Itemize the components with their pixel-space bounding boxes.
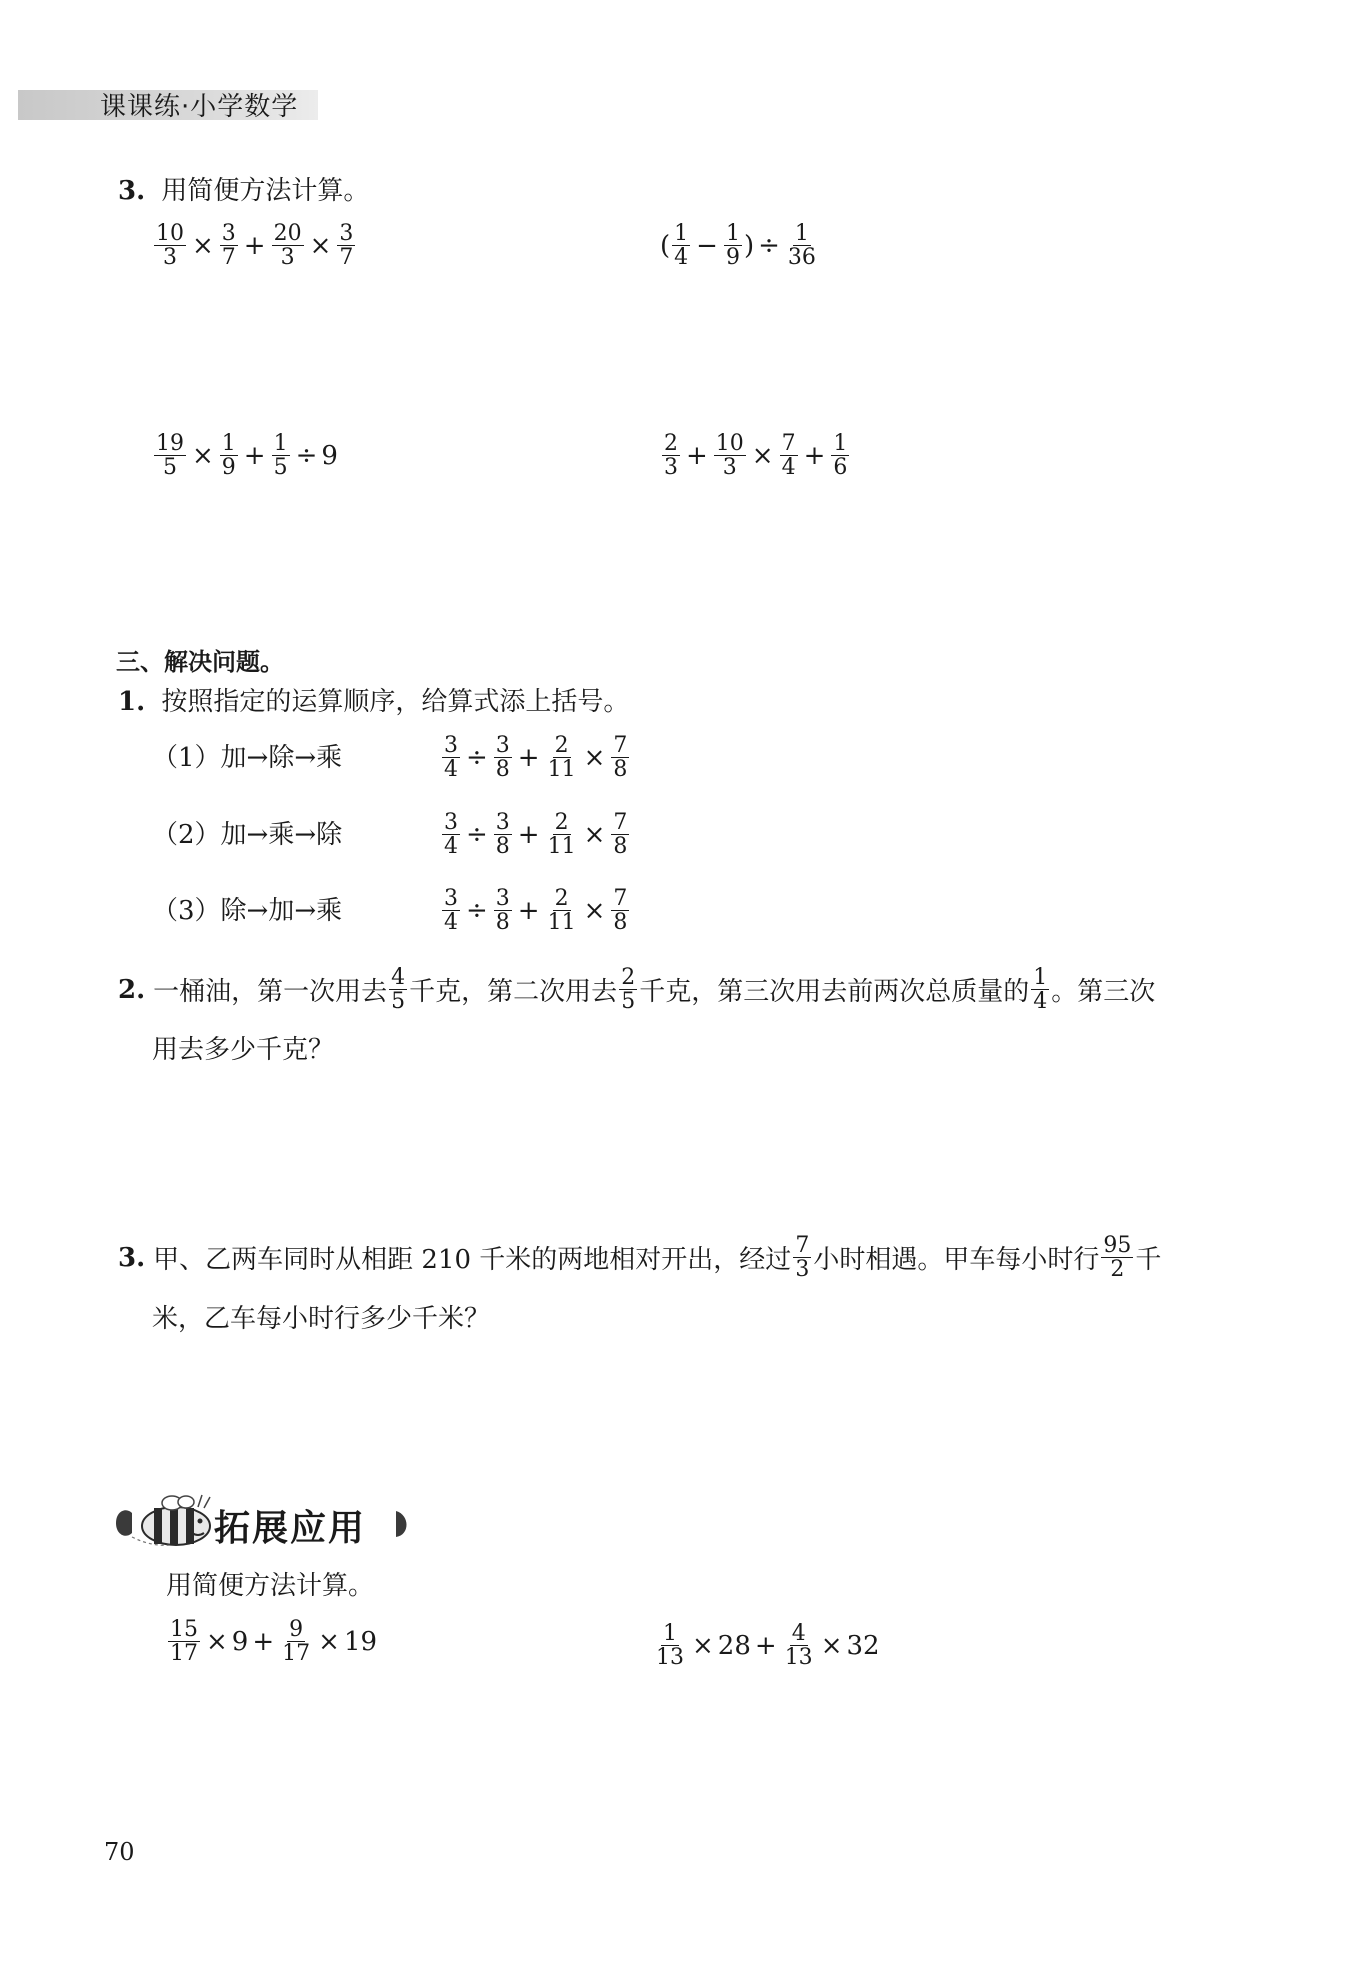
- problem-1-item-1-tag: （1）加→除→乘: [152, 743, 343, 773]
- operator: −: [696, 230, 718, 261]
- number: 32: [846, 1630, 880, 1661]
- fraction: $\frac{10}{3}$: [156, 221, 184, 271]
- fraction: $\frac{3}{4}$: [444, 886, 458, 936]
- header-title: 课课练·小学数学: [100, 92, 299, 122]
- problem-2-line-1: [118, 966, 1155, 1013]
- operator: +: [517, 895, 540, 926]
- fraction: $\frac{3}{7}$: [221, 221, 236, 271]
- problem-3-text: 甲、乙两车同时从相距 210 千米的两地相对开出，经过: [153, 1245, 792, 1276]
- q3-expression-3: [152, 432, 338, 479]
- problem-3-label: 3.: [118, 1242, 146, 1273]
- extension-banner-title: 拓展应用: [214, 1508, 367, 1549]
- operator: ×: [751, 440, 774, 471]
- fraction: $\frac{1}{4}$: [1033, 965, 1048, 1015]
- fraction: $\frac{2}{11}$: [547, 810, 576, 860]
- fraction: $\frac{1}{13}$: [656, 1621, 684, 1671]
- fraction: $\frac{1}{36}$: [787, 221, 816, 271]
- operator: +: [803, 440, 826, 471]
- operator: ×: [583, 895, 606, 926]
- operator: +: [686, 440, 708, 471]
- fraction: $\frac{2}{11}$: [547, 886, 576, 936]
- extension-expression-2: [652, 1622, 880, 1669]
- fraction: $\frac{7}{3}$: [795, 1233, 810, 1283]
- operator: +: [252, 1626, 275, 1657]
- right-paren: ): [743, 230, 755, 261]
- number: 9: [321, 440, 338, 471]
- fraction: $\frac{95}{2}$: [1103, 1233, 1132, 1283]
- q3-label: 3.: [118, 176, 146, 206]
- operator: ×: [692, 1630, 714, 1661]
- q3-title: 用简便方法计算。: [161, 176, 370, 206]
- fraction: $\frac{1}{6}$: [833, 431, 848, 481]
- problem-1-text: 按照指定的运算顺序，给算式添上括号。: [161, 687, 630, 717]
- number: 19: [343, 1626, 378, 1657]
- fraction: $\frac{3}{4}$: [444, 733, 458, 783]
- problem-2-text: 一桶油，第一次用去: [153, 977, 388, 1008]
- problem-2-label: 2.: [118, 974, 146, 1005]
- number: 9: [231, 1626, 249, 1657]
- problem-2-text: 千克，第三次用去前两次总质量的: [639, 977, 1030, 1008]
- operator: +: [517, 742, 540, 773]
- extension-expression-1: [166, 1618, 377, 1665]
- fraction: $\frac{3}{7}$: [339, 221, 354, 271]
- operator: ×: [583, 819, 606, 850]
- operator: ×: [309, 230, 332, 261]
- problem-2-line-2: 用去多少千克？: [152, 1035, 335, 1065]
- fraction: $\frac{2}{5}$: [621, 965, 636, 1015]
- problem-1-heading: [118, 689, 629, 715]
- fraction: $\frac{1}{9}$: [221, 431, 236, 481]
- problem-1-item-1-expression: [440, 734, 631, 781]
- operator: ÷: [466, 895, 488, 926]
- fraction: $\frac{7}{4}$: [781, 431, 796, 481]
- operator: +: [243, 230, 266, 261]
- page-number: 70: [104, 1838, 135, 1866]
- fraction: $\frac{3}{8}$: [495, 810, 510, 860]
- operator: +: [517, 819, 540, 850]
- fraction: $\frac{2}{11}$: [547, 733, 576, 783]
- section-title: 三、解决问题。: [116, 648, 284, 676]
- operator: ×: [192, 440, 214, 471]
- problem-1-item-2-tag: （2）加→乘→除: [152, 820, 343, 850]
- fraction: $\frac{15}{17}$: [170, 1617, 198, 1667]
- fraction: $\frac{1}{9}$: [725, 221, 740, 271]
- q3-expression-4: [660, 432, 851, 479]
- operator: +: [754, 1630, 777, 1661]
- fraction: $\frac{1}{5}$: [273, 431, 288, 481]
- operator: ÷: [295, 440, 318, 471]
- operator: ×: [318, 1626, 340, 1657]
- problem-3-line-2: 米，乙车每小时行多少千米？: [152, 1304, 491, 1334]
- problem-2-text: 。第三次: [1051, 977, 1156, 1008]
- fraction: $\frac{3}{4}$: [444, 810, 458, 860]
- operator: +: [243, 440, 266, 471]
- fraction: $\frac{2}{3}$: [664, 431, 678, 481]
- problem-3-line-1: [118, 1234, 1161, 1281]
- fraction: $\frac{7}{8}$: [613, 810, 628, 860]
- problem-1-item-2-expression: [440, 811, 631, 858]
- problem-1-label: 1.: [118, 687, 146, 717]
- problem-1-item-3-tag: （3）除→加→乘: [152, 896, 343, 926]
- q3-expression-2: [660, 222, 820, 269]
- operator: ×: [820, 1630, 843, 1661]
- problem-1-item-3-expression: [440, 887, 631, 934]
- fraction: $\frac{1}{4}$: [674, 221, 689, 271]
- q3-heading: [118, 178, 369, 204]
- extension-instruction: 用简便方法计算。: [166, 1571, 375, 1601]
- left-paren: (: [660, 230, 671, 261]
- fraction: $\frac{7}{8}$: [613, 733, 628, 783]
- operator: ÷: [466, 819, 488, 850]
- fraction: $\frac{20}{3}$: [273, 221, 302, 271]
- number: 28: [717, 1630, 751, 1661]
- fraction: $\frac{4}{13}$: [784, 1621, 813, 1671]
- q3-expression-1: [152, 222, 357, 269]
- problem-3-text: 小时相遇。甲车每小时行: [813, 1245, 1100, 1276]
- fraction: $\frac{4}{5}$: [391, 965, 406, 1015]
- operator: ×: [206, 1626, 228, 1657]
- problem-3-text: 千: [1135, 1245, 1162, 1276]
- fraction: $\frac{10}{3}$: [715, 431, 744, 481]
- operator: ÷: [466, 742, 488, 773]
- problem-2-text: 千克，第二次用去: [409, 977, 618, 1008]
- operator: ×: [192, 230, 214, 261]
- fraction: $\frac{7}{8}$: [613, 886, 628, 936]
- operator: ×: [583, 742, 606, 773]
- fraction: $\frac{3}{8}$: [495, 733, 510, 783]
- fraction: $\frac{9}{17}$: [282, 1617, 311, 1667]
- fraction: $\frac{3}{8}$: [495, 886, 510, 936]
- fraction: $\frac{19}{5}$: [156, 431, 184, 481]
- operator: ÷: [758, 230, 780, 261]
